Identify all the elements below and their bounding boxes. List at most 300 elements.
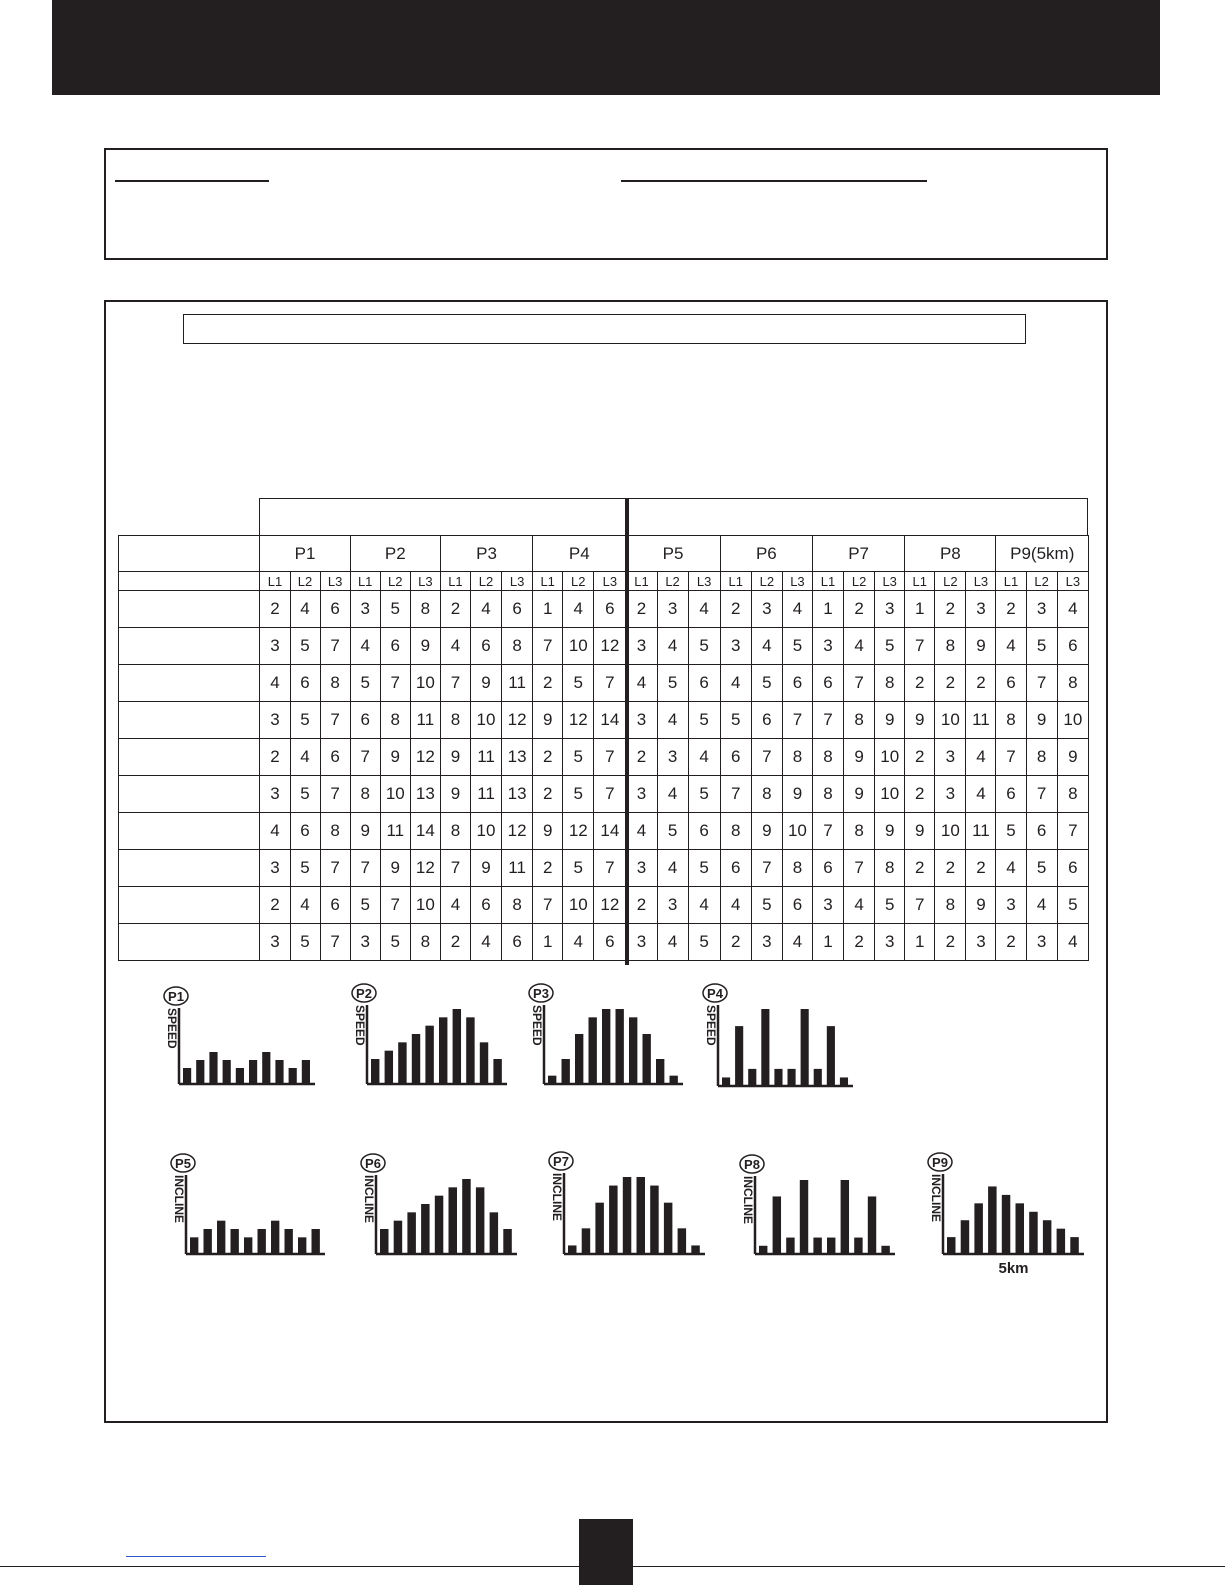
table-cell: 6 [688,665,720,702]
table-cell: 7 [905,887,935,924]
table-cell: 2 [626,887,657,924]
program-group-header [259,498,1088,535]
table-cell: 10 [563,628,594,665]
table-cell: 4 [688,887,720,924]
table-cell: 10 [470,813,501,850]
table-cell: 11 [380,813,410,850]
table-cell: 7 [440,850,470,887]
table-cell: 3 [350,924,380,961]
table-cell: 4 [782,591,812,628]
program-header-2: P2 [350,536,440,572]
table-cell: 6 [1057,628,1088,665]
row-label-cell [119,591,260,628]
table-cell: 2 [905,739,935,776]
table-cell: 10 [935,702,966,739]
table-cell: 9 [966,887,996,924]
table-cell: 10 [563,887,594,924]
table-cell: 2 [996,924,1026,961]
table-cell: 1 [533,591,563,628]
table-cell: 6 [290,813,320,850]
table-cell: 4 [1057,924,1088,961]
program-header-9: P9(5km) [996,536,1089,572]
level-header: L3 [594,572,626,591]
table-cell: 7 [1026,665,1057,702]
level-header: L1 [350,572,380,591]
table-cell: 8 [751,776,782,813]
table-cell: 8 [812,739,843,776]
table-cell: 3 [966,924,996,961]
table-cell: 6 [470,887,501,924]
table-cell: 12 [594,887,626,924]
level-header: L1 [440,572,470,591]
level-header: L2 [563,572,594,591]
table-cell: 7 [320,702,350,739]
table-cell: 4 [782,924,812,961]
table-cell: 4 [688,739,720,776]
table-cell: 4 [720,887,751,924]
table-cell: 3 [260,776,290,813]
table-cell: 4 [563,591,594,628]
table-cell: 2 [440,591,470,628]
level-header: L1 [260,572,290,591]
table-cell: 4 [440,887,470,924]
program-title-bar [183,314,1026,344]
table-cell: 12 [410,739,440,776]
table-cell: 1 [905,591,935,628]
table-cell: 5 [563,665,594,702]
table-cell: 3 [260,924,290,961]
profile-badge-label: P5 [175,1156,191,1171]
table-cell: 10 [875,739,905,776]
row-label-cell [119,887,260,924]
level-header: L2 [844,572,875,591]
table-cell: 6 [502,924,533,961]
table-cell: 3 [260,628,290,665]
profile-axis-label: INCLINE [741,1176,755,1224]
profile-badge-label: P6 [365,1156,381,1171]
table-cell: 4 [657,702,688,739]
table-row [119,628,1089,665]
program-header-4: P4 [533,536,626,572]
level-header: L3 [320,572,350,591]
level-header: L1 [626,572,657,591]
table-cell: 13 [410,776,440,813]
table-cell: 3 [875,591,905,628]
table-cell: 8 [844,813,875,850]
table-cell: 8 [875,665,905,702]
table-cell: 2 [260,591,290,628]
table-cell: 4 [290,739,320,776]
level-header: L1 [720,572,751,591]
table-cell: 6 [688,813,720,850]
table-cell: 9 [380,850,410,887]
table-cell: 6 [320,591,350,628]
table-cell: 4 [966,776,996,813]
table-cell: 9 [782,776,812,813]
profile-badge-label: P3 [533,986,549,1001]
table-cell: 6 [1026,813,1057,850]
table-cell: 2 [720,924,751,961]
table-cell: 6 [996,665,1026,702]
table-cell: 2 [905,665,935,702]
profile-badge-label: P4 [707,986,723,1001]
table-cell: 9 [380,739,410,776]
table-cell: 2 [533,739,563,776]
table-cell: 7 [594,776,626,813]
table-row [119,702,1089,739]
table-cell: 2 [260,739,290,776]
level-header: L3 [502,572,533,591]
table-cell: 10 [875,776,905,813]
table-cell: 9 [533,813,563,850]
table-cell: 9 [470,850,501,887]
table-cell: 5 [350,887,380,924]
table-cell: 11 [966,702,996,739]
table-cell: 3 [1026,591,1057,628]
profile-axis-label: INCLINE [550,1173,564,1221]
table-cell: 3 [350,591,380,628]
profile-badge-label: P8 [744,1157,760,1172]
table-cell: 8 [440,702,470,739]
table-cell: 14 [594,702,626,739]
table-cell: 7 [594,739,626,776]
table-cell: 3 [935,739,966,776]
table-cell: 3 [812,887,843,924]
level-header: L3 [875,572,905,591]
table-cell: 1 [533,924,563,961]
table-cell: 5 [1026,628,1057,665]
table-cell: 4 [1057,591,1088,628]
table-cell: 6 [720,850,751,887]
table-cell: 5 [875,887,905,924]
table-cell: 7 [751,739,782,776]
table-cell: 7 [812,702,843,739]
table-cell: 3 [626,776,657,813]
table-cell: 2 [844,924,875,961]
table-cell: 8 [410,591,440,628]
group-separator [625,498,629,965]
table-cell: 9 [751,813,782,850]
table-cell: 11 [966,813,996,850]
table-cell: 9 [875,702,905,739]
table-cell: 6 [812,850,843,887]
table-cell: 8 [440,813,470,850]
page-number-box [579,1519,633,1585]
table-cell: 3 [812,628,843,665]
table-cell: 6 [380,628,410,665]
table-cell: 3 [626,924,657,961]
table-cell: 3 [260,850,290,887]
table-cell: 8 [996,702,1026,739]
table-cell: 3 [875,924,905,961]
table-cell: 2 [533,776,563,813]
table-cell: 7 [812,813,843,850]
table-cell: 8 [502,628,533,665]
profile-axis-label: SPEED [530,1005,544,1046]
table-cell: 7 [320,628,350,665]
table-cell: 4 [657,776,688,813]
table-cell: 10 [935,813,966,850]
row-label-cell [119,572,260,591]
table-cell: 7 [533,887,563,924]
row-label-cell [119,702,260,739]
table-row [119,887,1089,924]
table-cell: 3 [996,887,1026,924]
table-cell: 2 [626,739,657,776]
table-cell: 9 [410,628,440,665]
table-cell: 9 [905,813,935,850]
table-cell: 14 [410,813,440,850]
table-cell: 5 [751,887,782,924]
table-cell: 4 [657,924,688,961]
profile-badge-label: P2 [356,986,372,1001]
table-cell: 2 [533,665,563,702]
table-cell: 5 [688,702,720,739]
table-cell: 11 [502,665,533,702]
profile-footer-label: 5km [998,1260,1029,1277]
table-cell: 2 [935,924,966,961]
table-cell: 4 [657,628,688,665]
table-cell: 5 [563,739,594,776]
footer-rule [0,1566,1225,1567]
table-cell: 7 [440,665,470,702]
table-cell: 5 [290,850,320,887]
table-cell: 3 [657,739,688,776]
table-cell: 4 [626,665,657,702]
table-row [119,591,1089,628]
table-cell: 1 [905,924,935,961]
table-cell: 10 [470,702,501,739]
table-cell: 2 [720,591,751,628]
table-cell: 4 [470,924,501,961]
table-cell: 9 [966,628,996,665]
table-cell: 7 [782,702,812,739]
table-cell: 4 [844,887,875,924]
table-cell: 8 [320,665,350,702]
table-cell: 2 [935,591,966,628]
table-cell: 10 [782,813,812,850]
table-cell: 9 [844,776,875,813]
level-header: L1 [996,572,1026,591]
table-cell: 5 [1057,887,1088,924]
table-cell: 12 [563,813,594,850]
table-cell: 9 [470,665,501,702]
table-cell: 5 [380,591,410,628]
profile-axis-label: SPEED [353,1005,367,1046]
table-cell: 8 [782,739,812,776]
table-cell: 4 [626,813,657,850]
table-cell: 12 [563,702,594,739]
program-header-3: P3 [440,536,532,572]
table-cell: 8 [875,850,905,887]
program-header-6: P6 [720,536,812,572]
table-cell: 10 [410,887,440,924]
table-cell: 7 [594,665,626,702]
program-table [118,535,1089,961]
level-header: L1 [533,572,563,591]
table-cell: 8 [350,776,380,813]
table-cell: 11 [470,739,501,776]
table-cell: 6 [320,887,350,924]
table-cell: 4 [751,628,782,665]
table-cell: 4 [996,850,1026,887]
table-cell: 6 [782,665,812,702]
table-cell: 7 [1026,776,1057,813]
row-label-cell [119,776,260,813]
table-cell: 6 [996,776,1026,813]
level-header: L3 [1057,572,1088,591]
table-cell: 5 [1026,850,1057,887]
table-cell: 2 [440,924,470,961]
level-header: L1 [905,572,935,591]
level-header: L1 [812,572,843,591]
table-cell: 1 [812,924,843,961]
table-cell: 11 [410,702,440,739]
table-cell: 3 [751,924,782,961]
level-header: L3 [688,572,720,591]
table-cell: 5 [380,924,410,961]
table-cell: 8 [1057,665,1088,702]
level-header: L3 [966,572,996,591]
table-cell: 12 [502,813,533,850]
table-cell: 7 [380,887,410,924]
profile-axis-label: INCLINE [362,1175,376,1223]
table-cell: 2 [626,591,657,628]
table-cell: 7 [844,850,875,887]
table-cell: 2 [935,665,966,702]
table-cell: 14 [594,813,626,850]
table-cell: 8 [380,702,410,739]
table-cell: 2 [905,850,935,887]
table-cell: 5 [688,850,720,887]
table-cell: 9 [875,813,905,850]
table-cell: 5 [751,665,782,702]
table-cell: 2 [966,665,996,702]
table-cell: 9 [440,776,470,813]
table-cell: 6 [1057,850,1088,887]
table-cell: 9 [844,739,875,776]
table-cell: 5 [563,850,594,887]
table-cell: 8 [320,813,350,850]
profile-badge-label: P9 [932,1155,948,1170]
table-cell: 8 [935,628,966,665]
row-label-cell [119,628,260,665]
table-cell: 8 [1026,739,1057,776]
table-cell: 4 [260,813,290,850]
table-cell: 7 [533,628,563,665]
table-cell: 8 [812,776,843,813]
table-cell: 4 [260,665,290,702]
table-cell: 2 [905,776,935,813]
table-row [119,813,1089,850]
table-cell: 13 [502,739,533,776]
table-cell: 6 [594,924,626,961]
table-cell: 12 [410,850,440,887]
info-box [104,148,1108,260]
table-cell: 2 [935,850,966,887]
table-cell: 8 [782,850,812,887]
table-cell: 3 [751,591,782,628]
table-cell: 12 [502,702,533,739]
table-cell: 8 [935,887,966,924]
table-cell: 4 [470,591,501,628]
table-cell: 3 [657,887,688,924]
table-cell: 7 [380,665,410,702]
level-header: L2 [380,572,410,591]
table-cell: 7 [720,776,751,813]
table-cell: 4 [996,628,1026,665]
table-cell: 7 [320,924,350,961]
level-header: L2 [470,572,501,591]
table-cell: 8 [410,924,440,961]
table-cell: 5 [688,628,720,665]
table-cell: 7 [350,739,380,776]
table-cell: 5 [290,776,320,813]
table-cell: 6 [720,739,751,776]
table-cell: 4 [657,850,688,887]
table-cell: 11 [470,776,501,813]
table-cell: 8 [502,887,533,924]
table-cell: 3 [935,776,966,813]
table-cell: 3 [966,591,996,628]
table-cell: 5 [688,776,720,813]
profile-badge-label: P1 [168,989,184,1004]
row-label-cell [119,924,260,961]
table-row [119,739,1089,776]
table-cell: 6 [502,591,533,628]
table-cell: 5 [563,776,594,813]
table-cell: 6 [350,702,380,739]
table-cell: 9 [533,702,563,739]
table-cell: 7 [905,628,935,665]
profile-axis-label: INCLINE [929,1174,943,1222]
profile-badge-label: P7 [553,1154,569,1169]
table-cell: 5 [688,924,720,961]
table-cell: 10 [1057,702,1088,739]
table-cell: 1 [812,591,843,628]
level-header: L3 [782,572,812,591]
table-cell: 6 [782,887,812,924]
table-cell: 9 [440,739,470,776]
table-cell: 7 [751,850,782,887]
table-cell: 5 [290,702,320,739]
table-cell: 2 [260,887,290,924]
table-row [119,850,1089,887]
table-cell: 7 [844,665,875,702]
table-cell: 4 [844,628,875,665]
table-cell: 3 [720,628,751,665]
profile-axis-label: SPEED [704,1005,718,1046]
table-cell: 5 [657,813,688,850]
table-cell: 7 [996,739,1026,776]
underline-right [621,180,927,182]
profile-axis-label: SPEED [165,1008,179,1049]
table-cell: 5 [290,924,320,961]
table-cell: 4 [1026,887,1057,924]
table-cell: 6 [470,628,501,665]
row-label-cell [119,813,260,850]
table-cell: 2 [533,850,563,887]
table-cell: 13 [502,776,533,813]
table-cell: 11 [502,850,533,887]
table-cell: 4 [290,887,320,924]
level-header: L2 [935,572,966,591]
row-label-cell [119,665,260,702]
table-cell: 8 [844,702,875,739]
table-row [119,665,1089,702]
table-cell: 7 [1057,813,1088,850]
table-cell: 4 [966,739,996,776]
